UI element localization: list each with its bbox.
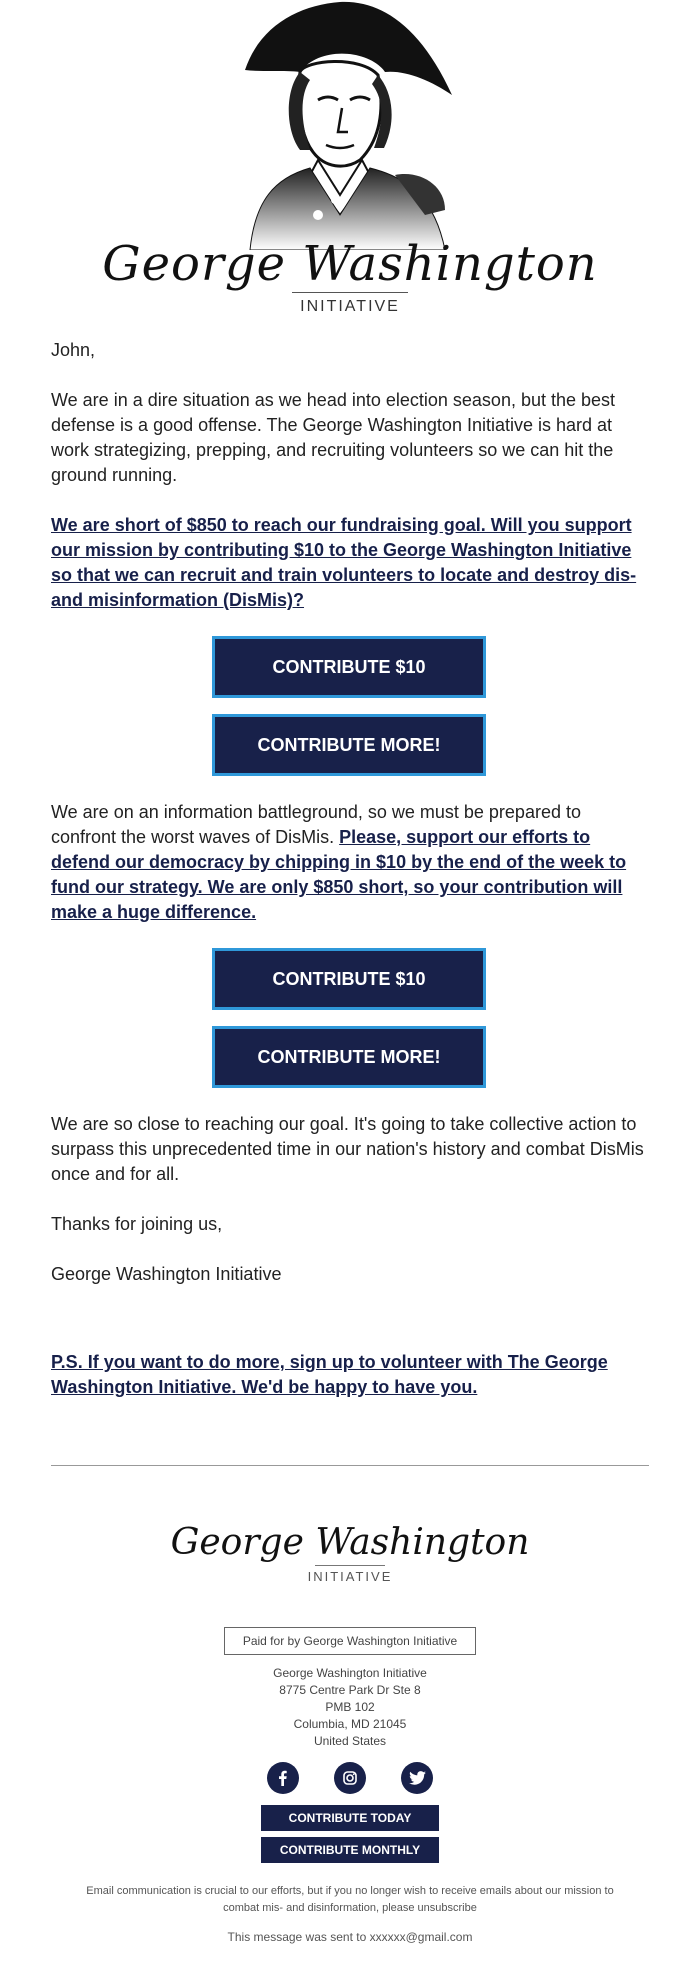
address-country: United States (313, 1734, 387, 1748)
instagram-icon[interactable] (334, 1762, 366, 1794)
paragraph-battleground (51, 800, 649, 925)
footer-divider (51, 1465, 649, 1466)
brand-wordmark: George Washington (102, 236, 598, 292)
support-link[interactable]: Please, support our efforts to defend our democracy by chipping in $10 by the end of the week to fund our strategy. We are only $850 short, so your contribution will make a huge difference. (51, 827, 627, 922)
contribute-today-button[interactable]: CONTRIBUTE TODAY (261, 1805, 439, 1831)
sent-to-prefix: This message was sent to (227, 1930, 370, 1944)
paragraph-intro: We are in a dire situation as we head into election season, but the best defense is a good offense. The George Washington Initiative is hard at work strategizing, prepping, and recruiting volunteers so we can hit the ground running. (51, 390, 616, 485)
paid-for-box: Paid for by George Washington Initiative (224, 1627, 476, 1655)
ask-link[interactable]: We are short of $850 to reach our fundraising goal. Will you support our mission by contributing $10 to the George Washington Initiative so that we can recruit and train volunteers to locate and destroy dis- and misinformation (DisMis)? (51, 515, 637, 610)
facebook-icon[interactable] (267, 1762, 299, 1794)
signature: George Washington Initiative (51, 1264, 282, 1284)
footer-brand-subtitle: INITIATIVE (307, 1569, 393, 1584)
footer-wordmark: George Washington (170, 1522, 530, 1563)
address-city: Columbia, MD 21045 (293, 1717, 407, 1731)
twitter-icon[interactable] (401, 1762, 433, 1794)
brand-divider (292, 292, 408, 293)
brand-subtitle: INITIATIVE (300, 298, 400, 315)
footer-brand-divider (315, 1565, 385, 1566)
contribute-10-button-2[interactable]: CONTRIBUTE $10 (212, 948, 486, 1010)
address-street: 8775 Centre Park Dr Ste 8 (279, 1683, 421, 1697)
contribute-more-button[interactable]: CONTRIBUTE MORE! (212, 714, 486, 776)
paragraph-ask (51, 513, 649, 613)
greeting: John, (51, 340, 96, 360)
unsubscribe-note: Email communication is crucial to our efforts, but if you no longer wish to receive emails about our mission to combat mis- and disinformation, please unsubscribe (86, 1885, 614, 1914)
signoff: Thanks for joining us, (51, 1214, 223, 1234)
address-org: George Washington Initiative (273, 1666, 427, 1680)
address-unit: PMB 102 (325, 1700, 375, 1714)
paragraph-closing: We are so close to reaching our goal. It's going to take collective action to surpass this unprecedented time in our nation's history and combat DisMis once and for all. (51, 1114, 644, 1184)
volunteer-link[interactable]: P.S. If you want to do more, sign up to volunteer with The George Washington Initiative. We'd be happy to have you. (51, 1352, 608, 1397)
battleground-text: We are on an information battleground, so we must be prepared to confront the worst waves of DisMis. (51, 802, 581, 847)
george-washington-portrait (0, 0, 700, 250)
ps-paragraph (51, 1350, 649, 1400)
contribute-monthly-button[interactable]: CONTRIBUTE MONTHLY (261, 1837, 439, 1863)
contribute-more-button-2[interactable]: CONTRIBUTE MORE! (212, 1026, 486, 1088)
sent-to-email: xxxxxx@gmail.com (369, 1930, 473, 1944)
sent-to-line (80, 1929, 620, 1946)
contribute-10-button[interactable]: CONTRIBUTE $10 (212, 636, 486, 698)
